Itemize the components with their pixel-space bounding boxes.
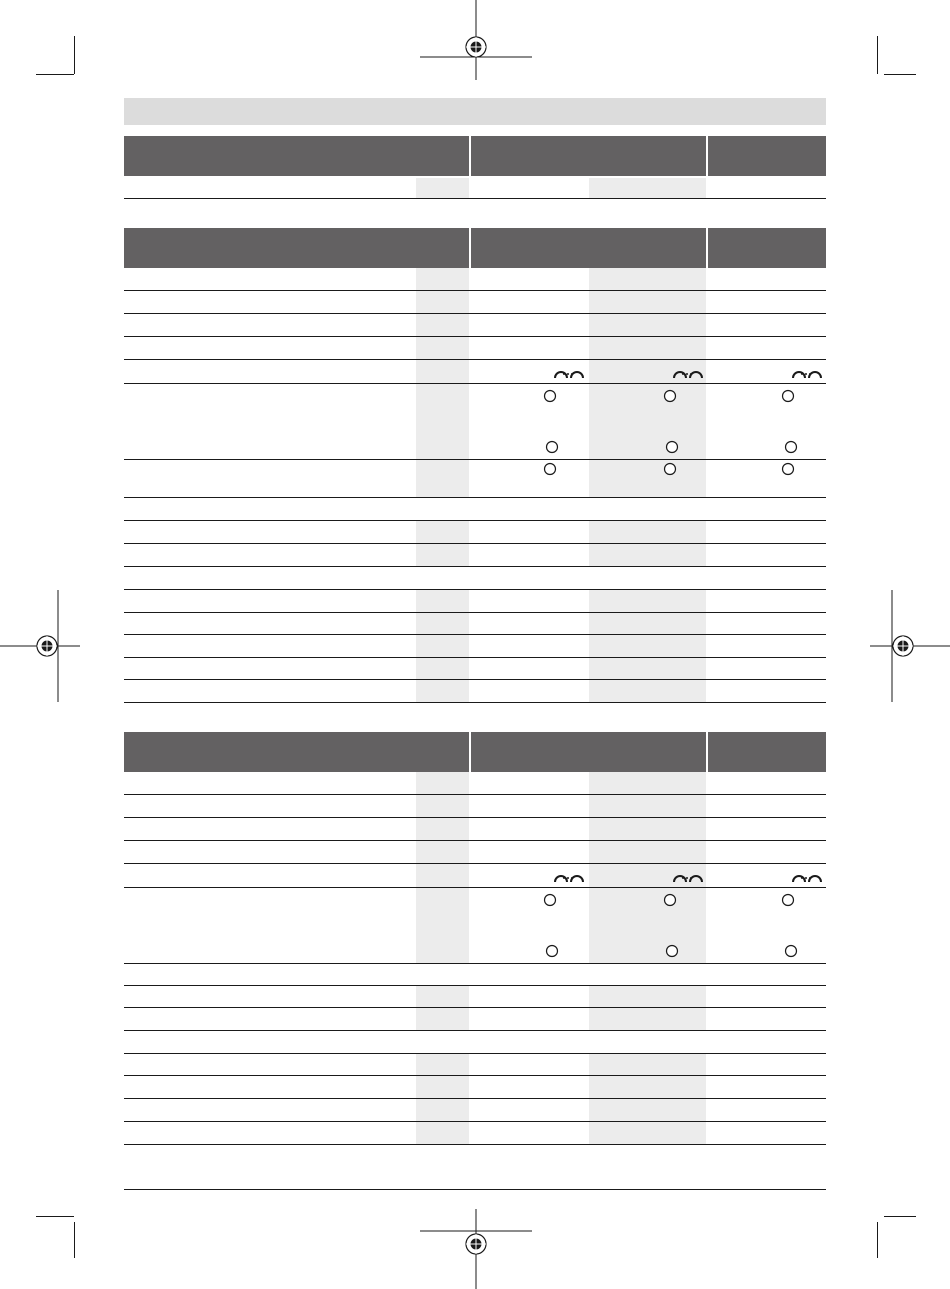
circle-icon: [665, 440, 679, 454]
table-cell-shade: [589, 178, 706, 198]
double-rotation-icon: [791, 364, 825, 380]
circle-icon: [663, 462, 677, 476]
table-cell-shade: [416, 178, 469, 198]
crop-mark: [877, 1222, 878, 1258]
double-rotation-icon: [791, 868, 825, 884]
crop-mark: [884, 1216, 916, 1217]
table-cell-shade: [589, 589, 706, 702]
circle-icon: [545, 440, 559, 454]
crop-mark: [36, 1216, 74, 1217]
row-separator: [124, 198, 826, 199]
row-separator: [124, 1053, 826, 1054]
crop-mark: [877, 36, 878, 74]
row-separator: [124, 566, 826, 567]
circle-icon: [784, 944, 798, 958]
row-separator: [124, 887, 826, 888]
row-separator: [124, 817, 826, 818]
row-separator: [124, 520, 826, 521]
registration-mark-icon: [0, 590, 80, 702]
row-separator: [124, 383, 826, 384]
circle-icon: [543, 389, 557, 403]
row-separator: [124, 290, 826, 291]
row-separator: [124, 634, 826, 635]
row-separator: [124, 794, 826, 795]
registration-mark-icon: [870, 590, 950, 702]
row-separator: [124, 985, 826, 986]
row-separator: [124, 589, 826, 590]
row-separator: [124, 1075, 826, 1076]
table-header-cell: [708, 732, 826, 772]
circle-icon: [543, 893, 557, 907]
table-header-cell: [471, 228, 706, 268]
row-separator: [124, 359, 826, 360]
table-header-cell: [124, 228, 469, 268]
crop-mark: [74, 36, 75, 74]
table-header-cell: [124, 136, 469, 176]
row-separator: [124, 963, 826, 964]
row-separator: [124, 497, 826, 498]
crop-mark: [884, 74, 916, 75]
circle-icon: [665, 944, 679, 958]
row-separator: [124, 1007, 826, 1008]
row-separator: [124, 840, 826, 841]
row-separator: [124, 863, 826, 864]
crop-mark: [74, 1222, 75, 1258]
double-rotation-icon: [672, 868, 706, 884]
table-header-cell: [708, 136, 826, 176]
row-separator: [124, 612, 826, 613]
footer-rule: [124, 1189, 826, 1190]
table-header-cell: [124, 732, 469, 772]
table-cell-shade: [416, 772, 469, 963]
circle-icon: [781, 462, 795, 476]
double-rotation-icon: [672, 364, 706, 380]
row-separator: [124, 1144, 826, 1145]
circle-icon: [784, 440, 798, 454]
circle-icon: [545, 944, 559, 958]
circle-icon: [781, 389, 795, 403]
registration-mark-icon: [420, 1209, 532, 1289]
row-separator: [124, 679, 826, 680]
table-header-cell: [708, 228, 826, 268]
circle-icon: [663, 893, 677, 907]
circle-icon: [781, 893, 795, 907]
row-separator: [124, 1030, 826, 1031]
table-cell-shade: [416, 589, 469, 702]
row-separator: [124, 702, 826, 703]
double-rotation-icon: [553, 364, 587, 380]
row-separator: [124, 336, 826, 337]
table-header-cell: [471, 136, 706, 176]
page-header-band: [124, 98, 826, 125]
row-separator: [124, 657, 826, 658]
row-separator: [124, 1121, 826, 1122]
circle-icon: [543, 462, 557, 476]
row-separator: [124, 313, 826, 314]
circle-icon: [663, 389, 677, 403]
double-rotation-icon: [553, 868, 587, 884]
row-separator: [124, 1098, 826, 1099]
row-separator: [124, 459, 826, 460]
registration-mark-icon: [420, 0, 532, 80]
row-separator: [124, 543, 826, 544]
table-header-cell: [471, 732, 706, 772]
crop-mark: [36, 74, 74, 75]
